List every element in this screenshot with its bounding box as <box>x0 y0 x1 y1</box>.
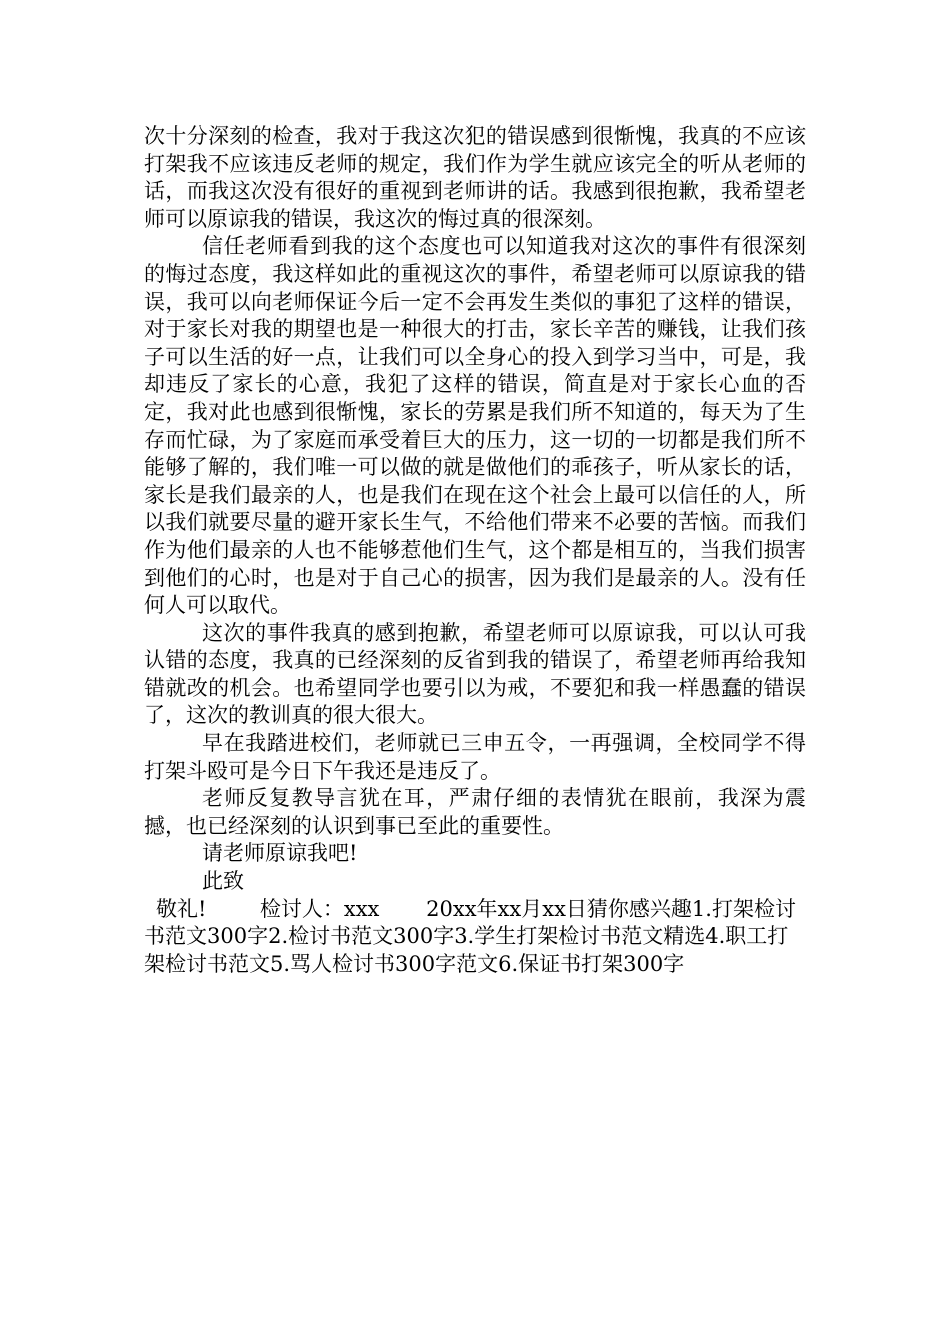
closing-salutation: 此致 <box>202 869 244 894</box>
closing-request: 请老师原谅我吧! <box>202 841 358 866</box>
author-signature: 检讨人：xxx <box>259 896 380 921</box>
paragraph-2: 信任老师看到我的这个态度也可以知道我对这次的事件有很深刻的悔过态度，我这样如此的重视这次的事件，希望老师可以原谅我的错误，我可以向老师保证今后一定不会再发生类似的事犯了这样的错误，对于家长对我的期望也是一种很大的打击，家长辛苦的赚钱，让我们孩子可以生活的好一点，让我们可以全身心的投入到学习当中，可是，我却违反了家长的心意，我犯了这样的错误，简直是对于家长心血的否定，我对此也感到很惭愧，家长的劳累是我们所不知道的，每天为了生存而忙碌，为了家庭而承受着巨大的压力，这一切的一切都是我们所不能够了解的，我们唯一可以做的就是做他们的乖孩子，听从家长的话，家长是我们最亲的人，也是我们在现在这个社会上最可以信任的人，所以我们就要尽量的避开家长生气，不给他们带来不必要的苦恼。而我们作为他们最亲的人也不能够惹他们生气，这个都是相互的，当我们损害到他们的心时，也是对于自己心的损害，因为我们是最亲的人。没有任何人可以取代。 <box>144 234 806 618</box>
related-lead: 猜你感兴趣 <box>586 896 692 921</box>
regards-text: 敬礼! <box>156 896 207 921</box>
paragraph-4: 早在我踏进校们，老师就已三申五令，一再强调，全校同学不得打架斗殴可是今日下午我还是违反了。 <box>144 731 806 783</box>
paragraph-1: 次十分深刻的检查，我对于我这次犯的错误感到很惭愧，我真的不应该打架我不应该违反老师的规定，我们作为学生就应该完全的听从老师的话，而我这次没有很好的重视到老师讲的话。我感到很抱歉，我希望老师可以原谅我的错误，我这次的悔过真的很深刻。 <box>144 124 806 231</box>
signature-date: 20xx年xx月xx日 <box>426 896 587 921</box>
related-articles: 1.打架检讨书范文300字2.检讨书范文300字3.学生打架检讨书范文精选4.职工打架检讨书范文5.骂人检讨书300字范文6.保证书打架300字 <box>144 896 796 976</box>
sign-off-block <box>144 896 806 979</box>
paragraph-3: 这次的事件我真的感到抱歉，希望老师可以原谅我，可以认可我认错的态度，我真的已经深刻的反省到我的错误了，希望老师再给我知错就改的机会。也希望同学也要引以为戒，不要犯和我一样愚蠢的错误了，这次的教训真的很大很大。 <box>144 620 806 728</box>
document-page <box>144 123 806 978</box>
paragraph-5: 老师反复教导言犹在耳，严肃仔细的表情犹在眼前，我深为震撼，也已经深刻的认识到事已至此的重要性。 <box>144 786 806 838</box>
